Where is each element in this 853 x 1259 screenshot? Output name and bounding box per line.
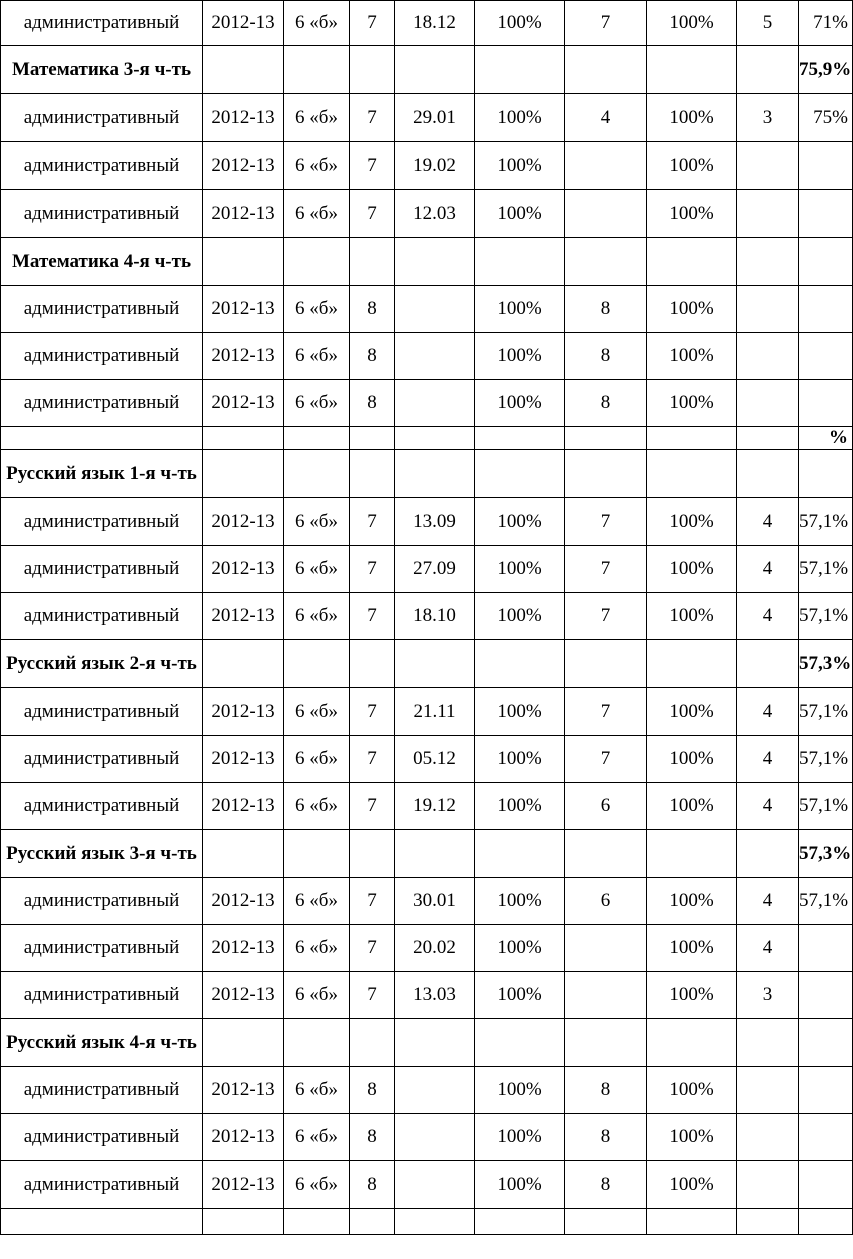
good-count xyxy=(737,333,799,380)
school-year: 2012-13 xyxy=(203,688,284,736)
good-count xyxy=(737,1114,799,1161)
student-count xyxy=(350,1209,395,1235)
quality-pct xyxy=(647,450,737,498)
table-row xyxy=(1,94,853,142)
class-name: 6 «б» xyxy=(284,878,350,925)
performance-pct xyxy=(475,1209,565,1235)
performance-pct xyxy=(475,1019,565,1067)
school-year: 2012-13 xyxy=(203,498,284,546)
test-date xyxy=(395,450,475,498)
good-count xyxy=(737,46,799,94)
school-year xyxy=(203,427,284,450)
test-date xyxy=(395,427,475,450)
section-header-row xyxy=(1,830,853,878)
quality-pct xyxy=(647,427,737,450)
passed-count: 7 xyxy=(565,736,647,783)
class-name xyxy=(284,427,350,450)
result-value xyxy=(799,1114,853,1161)
test-date: 29.01 xyxy=(395,94,475,142)
test-date: 27.09 xyxy=(395,546,475,593)
student-count: 7 xyxy=(350,783,395,830)
performance-pct xyxy=(475,640,565,688)
school-year: 2012-13 xyxy=(203,142,284,190)
section-header-row xyxy=(1,46,853,94)
section-title: Математика 3-я ч-ть xyxy=(1,46,203,94)
table-row xyxy=(1,190,853,238)
student-count: 7 xyxy=(350,1,395,46)
school-year xyxy=(203,450,284,498)
table-row xyxy=(1,546,853,593)
performance-pct: 100% xyxy=(475,94,565,142)
good-count xyxy=(737,1161,799,1209)
performance-pct: 100% xyxy=(475,688,565,736)
test-date xyxy=(395,1019,475,1067)
quality-pct xyxy=(647,1019,737,1067)
section-title: Русский язык 2-я ч-ть xyxy=(1,640,203,688)
test-type: административный xyxy=(1,972,203,1019)
school-year: 2012-13 xyxy=(203,736,284,783)
passed-count: 8 xyxy=(565,286,647,333)
result-value xyxy=(799,333,853,380)
test-date: 13.09 xyxy=(395,498,475,546)
good-count xyxy=(737,286,799,333)
test-date: 18.10 xyxy=(395,593,475,640)
quality-pct: 100% xyxy=(647,286,737,333)
class-name: 6 «б» xyxy=(284,736,350,783)
passed-count: 8 xyxy=(565,333,647,380)
table-row xyxy=(1,925,853,972)
test-type: административный xyxy=(1,94,203,142)
test-date: 30.01 xyxy=(395,878,475,925)
performance-pct: 100% xyxy=(475,380,565,427)
passed-count xyxy=(565,142,647,190)
passed-count: 6 xyxy=(565,878,647,925)
good-count xyxy=(737,380,799,427)
quality-pct xyxy=(647,46,737,94)
test-type: административный xyxy=(1,593,203,640)
school-year: 2012-13 xyxy=(203,972,284,1019)
student-count xyxy=(350,640,395,688)
performance-pct xyxy=(475,830,565,878)
result-value xyxy=(799,972,853,1019)
performance-pct xyxy=(475,46,565,94)
performance-pct xyxy=(475,238,565,286)
passed-count: 8 xyxy=(565,1114,647,1161)
school-year xyxy=(203,1019,284,1067)
result-value xyxy=(799,1209,853,1235)
section-title: Математика 4-я ч-ть xyxy=(1,238,203,286)
passed-count: 7 xyxy=(565,688,647,736)
quality-pct: 100% xyxy=(647,1114,737,1161)
section-header-row xyxy=(1,450,853,498)
class-name: 6 «б» xyxy=(284,498,350,546)
table-body xyxy=(1,1,853,1235)
class-name: 6 «б» xyxy=(284,783,350,830)
quality-pct xyxy=(647,1209,737,1235)
student-count: 7 xyxy=(350,546,395,593)
good-count: 4 xyxy=(737,498,799,546)
student-count xyxy=(350,450,395,498)
test-date: 18.12 xyxy=(395,1,475,46)
result-value: 57,1% xyxy=(799,498,853,546)
school-year: 2012-13 xyxy=(203,878,284,925)
performance-pct: 100% xyxy=(475,878,565,925)
class-name xyxy=(284,238,350,286)
test-type: административный xyxy=(1,736,203,783)
test-type: административный xyxy=(1,546,203,593)
result-value xyxy=(799,1161,853,1209)
table-row xyxy=(1,333,853,380)
student-count xyxy=(350,238,395,286)
test-date: 05.12 xyxy=(395,736,475,783)
test-type: административный xyxy=(1,190,203,238)
good-count: 3 xyxy=(737,94,799,142)
performance-pct: 100% xyxy=(475,1161,565,1209)
student-count: 7 xyxy=(350,190,395,238)
school-year xyxy=(203,830,284,878)
school-year: 2012-13 xyxy=(203,380,284,427)
test-type xyxy=(1,1209,203,1235)
student-count: 7 xyxy=(350,736,395,783)
good-count: 4 xyxy=(737,736,799,783)
blank-row xyxy=(1,427,853,450)
result-value: 57,1% xyxy=(799,878,853,925)
test-date xyxy=(395,333,475,380)
school-year: 2012-13 xyxy=(203,546,284,593)
test-date: 19.12 xyxy=(395,783,475,830)
class-name: 6 «б» xyxy=(284,190,350,238)
result-value: 71% xyxy=(799,1,853,46)
quality-pct: 100% xyxy=(647,593,737,640)
result-value: 57,3% xyxy=(799,640,853,688)
section-title: Русский язык 4-я ч-ть xyxy=(1,1019,203,1067)
class-name: 6 «б» xyxy=(284,546,350,593)
result-value xyxy=(799,1067,853,1114)
quality-pct: 100% xyxy=(647,498,737,546)
class-name: 6 «б» xyxy=(284,972,350,1019)
test-type: административный xyxy=(1,333,203,380)
performance-pct: 100% xyxy=(475,546,565,593)
quality-pct: 100% xyxy=(647,190,737,238)
test-date xyxy=(395,286,475,333)
class-name xyxy=(284,830,350,878)
passed-count: 6 xyxy=(565,783,647,830)
class-name xyxy=(284,1209,350,1235)
student-count: 8 xyxy=(350,380,395,427)
student-count: 8 xyxy=(350,333,395,380)
result-value xyxy=(799,142,853,190)
passed-count xyxy=(565,640,647,688)
test-type: административный xyxy=(1,688,203,736)
student-count xyxy=(350,46,395,94)
test-date: 13.03 xyxy=(395,972,475,1019)
student-count: 8 xyxy=(350,1114,395,1161)
good-count xyxy=(737,142,799,190)
school-year: 2012-13 xyxy=(203,1161,284,1209)
student-count: 7 xyxy=(350,688,395,736)
section-header-row xyxy=(1,640,853,688)
table-row xyxy=(1,593,853,640)
section-header-row xyxy=(1,238,853,286)
passed-count xyxy=(565,427,647,450)
good-count xyxy=(737,450,799,498)
quality-pct: 100% xyxy=(647,1161,737,1209)
result-value xyxy=(799,450,853,498)
passed-count xyxy=(565,1019,647,1067)
student-count: 8 xyxy=(350,1161,395,1209)
test-date xyxy=(395,830,475,878)
student-count: 8 xyxy=(350,286,395,333)
performance-pct: 100% xyxy=(475,1,565,46)
test-date xyxy=(395,1067,475,1114)
result-value xyxy=(799,1019,853,1067)
quality-pct: 100% xyxy=(647,688,737,736)
passed-count xyxy=(565,1209,647,1235)
test-date xyxy=(395,238,475,286)
section-title: Русский язык 3-я ч-ть xyxy=(1,830,203,878)
performance-pct: 100% xyxy=(475,593,565,640)
passed-count xyxy=(565,238,647,286)
quality-pct: 100% xyxy=(647,142,737,190)
performance-pct: 100% xyxy=(475,783,565,830)
table-row xyxy=(1,783,853,830)
test-type: административный xyxy=(1,142,203,190)
student-count xyxy=(350,1019,395,1067)
performance-pct: 100% xyxy=(475,498,565,546)
blank-row xyxy=(1,1209,853,1235)
test-type: административный xyxy=(1,1,203,46)
result-value: 57,3% xyxy=(799,830,853,878)
quality-pct: 100% xyxy=(647,1,737,46)
performance-pct: 100% xyxy=(475,1067,565,1114)
student-count: 7 xyxy=(350,972,395,1019)
test-date: 12.03 xyxy=(395,190,475,238)
test-type: административный xyxy=(1,286,203,333)
table-row xyxy=(1,1114,853,1161)
table-row xyxy=(1,736,853,783)
quality-pct xyxy=(647,238,737,286)
result-value: % xyxy=(799,427,853,450)
result-value: 75% xyxy=(799,94,853,142)
quality-pct: 100% xyxy=(647,972,737,1019)
result-value: 57,1% xyxy=(799,783,853,830)
test-date xyxy=(395,1114,475,1161)
table-row xyxy=(1,380,853,427)
performance-pct: 100% xyxy=(475,925,565,972)
good-count xyxy=(737,830,799,878)
class-name: 6 «б» xyxy=(284,333,350,380)
good-count xyxy=(737,640,799,688)
quality-pct xyxy=(647,830,737,878)
performance-pct: 100% xyxy=(475,972,565,1019)
table-row xyxy=(1,142,853,190)
passed-count: 8 xyxy=(565,1161,647,1209)
performance-pct: 100% xyxy=(475,142,565,190)
passed-count xyxy=(565,925,647,972)
class-name: 6 «б» xyxy=(284,286,350,333)
class-name: 6 «б» xyxy=(284,142,350,190)
test-type: административный xyxy=(1,1067,203,1114)
test-type: административный xyxy=(1,1161,203,1209)
class-name: 6 «б» xyxy=(284,1161,350,1209)
section-header-row xyxy=(1,1019,853,1067)
passed-count xyxy=(565,972,647,1019)
passed-count: 8 xyxy=(565,1067,647,1114)
test-date xyxy=(395,1209,475,1235)
good-count xyxy=(737,427,799,450)
performance-pct: 100% xyxy=(475,1114,565,1161)
table-row xyxy=(1,1,853,46)
passed-count xyxy=(565,450,647,498)
class-name xyxy=(284,1019,350,1067)
good-count xyxy=(737,1067,799,1114)
result-value xyxy=(799,286,853,333)
student-count xyxy=(350,830,395,878)
test-date xyxy=(395,46,475,94)
class-name: 6 «б» xyxy=(284,1067,350,1114)
quality-pct: 100% xyxy=(647,380,737,427)
table-row xyxy=(1,1161,853,1209)
student-count: 7 xyxy=(350,878,395,925)
quality-pct: 100% xyxy=(647,878,737,925)
test-date xyxy=(395,1161,475,1209)
good-count xyxy=(737,1209,799,1235)
quality-pct: 100% xyxy=(647,94,737,142)
table-row xyxy=(1,688,853,736)
school-year: 2012-13 xyxy=(203,94,284,142)
passed-count: 7 xyxy=(565,498,647,546)
quality-pct: 100% xyxy=(647,736,737,783)
section-title: Русский язык 1-я ч-ть xyxy=(1,450,203,498)
quality-pct: 100% xyxy=(647,925,737,972)
passed-count: 4 xyxy=(565,94,647,142)
test-type: административный xyxy=(1,1114,203,1161)
table-row xyxy=(1,498,853,546)
class-name xyxy=(284,46,350,94)
passed-count: 7 xyxy=(565,593,647,640)
school-year: 2012-13 xyxy=(203,1114,284,1161)
passed-count: 7 xyxy=(565,1,647,46)
test-type xyxy=(1,427,203,450)
school-year xyxy=(203,238,284,286)
result-value xyxy=(799,925,853,972)
test-type: административный xyxy=(1,498,203,546)
table-row xyxy=(1,286,853,333)
passed-count: 8 xyxy=(565,380,647,427)
good-count: 4 xyxy=(737,925,799,972)
school-year: 2012-13 xyxy=(203,593,284,640)
test-date xyxy=(395,640,475,688)
quality-pct: 100% xyxy=(647,1067,737,1114)
table-row xyxy=(1,972,853,1019)
student-count: 7 xyxy=(350,593,395,640)
school-year: 2012-13 xyxy=(203,190,284,238)
student-count: 7 xyxy=(350,94,395,142)
performance-pct: 100% xyxy=(475,736,565,783)
passed-count: 7 xyxy=(565,546,647,593)
school-year: 2012-13 xyxy=(203,925,284,972)
test-date: 20.02 xyxy=(395,925,475,972)
performance-pct: 100% xyxy=(475,333,565,380)
table-row xyxy=(1,878,853,925)
student-count: 8 xyxy=(350,1067,395,1114)
student-count xyxy=(350,427,395,450)
passed-count xyxy=(565,830,647,878)
result-value xyxy=(799,190,853,238)
result-value: 57,1% xyxy=(799,736,853,783)
test-date: 19.02 xyxy=(395,142,475,190)
good-count: 3 xyxy=(737,972,799,1019)
result-value: 57,1% xyxy=(799,546,853,593)
class-name: 6 «б» xyxy=(284,380,350,427)
passed-count xyxy=(565,190,647,238)
test-type: административный xyxy=(1,925,203,972)
test-date: 21.11 xyxy=(395,688,475,736)
performance-pct: 100% xyxy=(475,190,565,238)
class-name: 6 «б» xyxy=(284,1,350,46)
good-count xyxy=(737,238,799,286)
school-year: 2012-13 xyxy=(203,333,284,380)
school-year xyxy=(203,640,284,688)
performance-pct xyxy=(475,450,565,498)
result-value: 57,1% xyxy=(799,593,853,640)
good-count: 4 xyxy=(737,688,799,736)
school-year: 2012-13 xyxy=(203,1067,284,1114)
quality-pct xyxy=(647,640,737,688)
student-count: 7 xyxy=(350,498,395,546)
class-name xyxy=(284,640,350,688)
table-row xyxy=(1,1067,853,1114)
passed-count xyxy=(565,46,647,94)
class-name: 6 «б» xyxy=(284,688,350,736)
school-year xyxy=(203,1209,284,1235)
good-count xyxy=(737,190,799,238)
quality-pct: 100% xyxy=(647,333,737,380)
good-count: 5 xyxy=(737,1,799,46)
performance-pct xyxy=(475,427,565,450)
student-count: 7 xyxy=(350,925,395,972)
good-count xyxy=(737,1019,799,1067)
class-name: 6 «б» xyxy=(284,1114,350,1161)
school-year xyxy=(203,46,284,94)
school-year: 2012-13 xyxy=(203,1,284,46)
result-value xyxy=(799,380,853,427)
test-type: административный xyxy=(1,783,203,830)
test-type: административный xyxy=(1,878,203,925)
class-name: 6 «б» xyxy=(284,593,350,640)
performance-pct: 100% xyxy=(475,286,565,333)
quality-pct: 100% xyxy=(647,783,737,830)
school-year: 2012-13 xyxy=(203,286,284,333)
result-value: 75,9% xyxy=(799,46,853,94)
student-count: 7 xyxy=(350,142,395,190)
quality-pct: 100% xyxy=(647,546,737,593)
test-type: административный xyxy=(1,380,203,427)
result-value: 57,1% xyxy=(799,688,853,736)
class-name xyxy=(284,450,350,498)
test-date xyxy=(395,380,475,427)
result-value xyxy=(799,238,853,286)
good-count: 4 xyxy=(737,546,799,593)
good-count: 4 xyxy=(737,878,799,925)
school-year: 2012-13 xyxy=(203,783,284,830)
good-count: 4 xyxy=(737,783,799,830)
good-count: 4 xyxy=(737,593,799,640)
class-name: 6 «б» xyxy=(284,94,350,142)
class-name: 6 «б» xyxy=(284,925,350,972)
